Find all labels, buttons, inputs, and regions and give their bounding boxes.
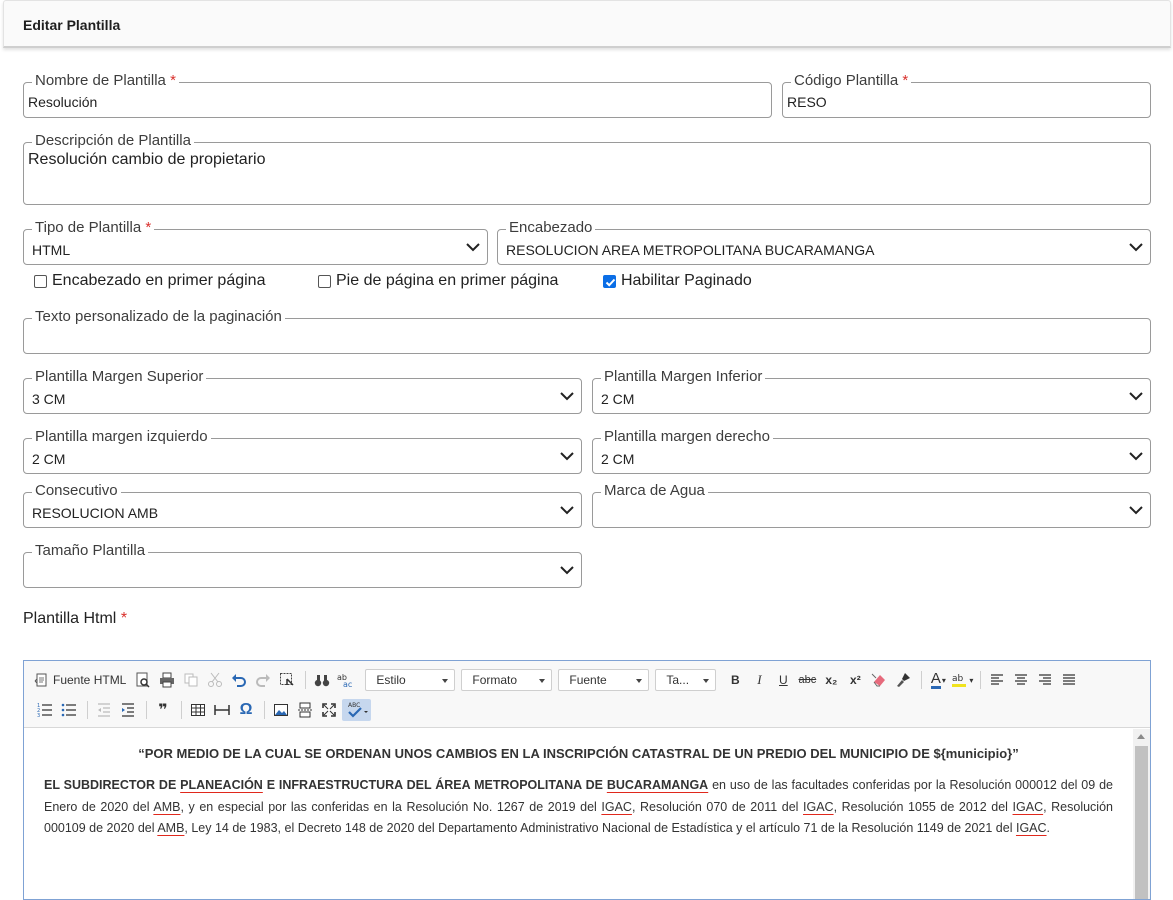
checkbox-unchecked[interactable]	[34, 275, 47, 288]
print-icon	[159, 672, 175, 688]
redo-button[interactable]	[252, 669, 274, 691]
image-icon	[273, 702, 289, 718]
dropdown-arrow-icon	[703, 679, 709, 683]
outdent-icon	[96, 702, 112, 718]
outdent-button[interactable]	[93, 699, 115, 721]
copy-format-button[interactable]	[892, 669, 914, 691]
chevron-down-icon	[559, 562, 575, 578]
undo-icon	[231, 672, 247, 688]
tipo-plantilla-value: HTML	[32, 242, 71, 258]
align-justify-icon	[1061, 672, 1077, 688]
dropdown-arrow-icon	[442, 679, 448, 683]
underline-button[interactable]: U	[779, 673, 788, 687]
scroll-up-icon[interactable]	[1137, 734, 1145, 739]
spellcheck-word: IGAC	[1015, 821, 1047, 835]
chevron-down-icon	[559, 388, 575, 404]
margen-izquierdo-select[interactable]	[23, 428, 582, 474]
indent-icon	[120, 702, 136, 718]
checkbox-unchecked[interactable]	[318, 275, 331, 288]
tipo-plantilla-select[interactable]	[23, 219, 488, 265]
numbered-list-button[interactable]	[34, 699, 56, 721]
table-icon	[190, 702, 206, 718]
chevron-down-icon	[1128, 502, 1144, 518]
toolbar-row-2	[34, 698, 373, 722]
blockquote-button[interactable]: ❞	[158, 702, 168, 719]
font-combo[interactable]: Fuente	[558, 669, 649, 691]
marca-agua-label: Marca de Agua	[601, 482, 708, 500]
nombre-plantilla-field[interactable]	[23, 72, 772, 118]
italic-button[interactable]: I	[757, 672, 762, 687]
page-break-button[interactable]	[294, 699, 316, 721]
editor-toolbar	[24, 661, 1150, 728]
size-combo[interactable]: Ta...	[655, 669, 716, 691]
source-code-icon	[34, 672, 50, 688]
preview-button[interactable]	[132, 669, 154, 691]
spellcheck-word: BUCARAMANGA	[606, 778, 709, 792]
scrollbar-thumb[interactable]	[1135, 746, 1148, 899]
toolbar-separator	[181, 701, 182, 719]
horizontal-rule-icon	[214, 702, 230, 718]
encabezado-label: Encabezado	[506, 219, 595, 237]
encabezado-select[interactable]	[497, 219, 1151, 265]
margen-derecho-label: Plantilla margen derecho	[601, 428, 773, 446]
align-left-button[interactable]	[986, 669, 1008, 691]
svg-text:3: 3	[37, 713, 41, 718]
replace-button[interactable]	[335, 669, 357, 691]
maximize-icon	[321, 702, 337, 718]
document-heading: “POR MEDIO DE LA CUAL SE ORDENAN UNOS CAMBIOS EN LA INSCRIPCIÓN CATASTRAL DE UN PREDIO DEL MUNICIPIO DE ${municipio}”	[138, 746, 1019, 761]
descripcion-value[interactable]: Resolución cambio de propietario	[28, 151, 266, 168]
html-editor[interactable]	[23, 660, 1151, 900]
chevron-down-icon	[1128, 448, 1144, 464]
select-all-button[interactable]	[276, 669, 298, 691]
maximize-button[interactable]	[318, 699, 340, 721]
toolbar-separator	[921, 671, 922, 689]
replace-icon	[337, 672, 355, 688]
margen-derecho-value: 2 CM	[601, 451, 635, 467]
spellcheck-word: AMB	[157, 821, 185, 835]
table-button[interactable]	[187, 699, 209, 721]
svg-text:1: 1	[37, 703, 41, 709]
margen-izquierdo-label: Plantilla margen izquierdo	[32, 428, 211, 446]
toolbar-separator	[146, 701, 147, 719]
pie-primera-checkbox[interactable]: Pie de página en primer página	[318, 272, 558, 290]
spellcheck-button[interactable]	[342, 699, 371, 721]
toolbar-separator	[305, 671, 306, 689]
spellcheck-word: IGAC	[803, 799, 834, 814]
margen-inferior-select[interactable]	[592, 368, 1151, 414]
bold-button[interactable]: B	[731, 673, 740, 687]
spellcheck-word: PLANEACIÓN	[180, 778, 263, 792]
toolbar-row-1	[34, 668, 1082, 692]
superscript-button[interactable]: x²	[850, 673, 861, 687]
margen-inferior-label: Plantilla Margen Inferior	[601, 368, 765, 386]
subscript-button[interactable]: x₂	[825, 673, 838, 687]
strike-button[interactable]: abc	[798, 674, 817, 686]
bulleted-list-icon	[61, 702, 77, 718]
checkbox-checked[interactable]	[603, 275, 616, 288]
chevron-down-icon	[1128, 239, 1144, 255]
chevron-down-icon	[1128, 388, 1144, 404]
codigo-plantilla-value[interactable]: RESO	[787, 94, 827, 110]
page-title: Editar Plantilla	[23, 17, 121, 33]
bg-color-button[interactable]	[951, 669, 973, 691]
descripcion-field[interactable]	[23, 132, 1151, 205]
numbered-list-icon	[37, 702, 53, 718]
consecutivo-select[interactable]	[23, 482, 582, 528]
tamano-plantilla-label: Tamaño Plantilla	[32, 542, 148, 560]
horizontal-rule-button[interactable]	[211, 699, 233, 721]
style-combo[interactable]: Estilo	[365, 669, 455, 691]
consecutivo-value: RESOLUCION AMB	[32, 505, 159, 521]
nombre-plantilla-label: Nombre de Plantilla *	[32, 72, 179, 90]
codigo-plantilla-label: Código Plantilla *	[791, 72, 911, 90]
page-break-icon	[297, 702, 313, 718]
text-color-button[interactable]: A ▾	[930, 669, 946, 687]
consecutivo-label: Consecutivo	[32, 482, 121, 500]
highlight-icon	[951, 672, 969, 688]
margen-inferior-value: 2 CM	[601, 391, 635, 407]
dropdown-arrow-icon: ▾	[969, 675, 974, 685]
toolbar-separator	[980, 671, 981, 689]
document-paragraph: EL SUBDIRECTOR DE PLANEACIÓN E INFRAESTRUCTURA DEL ÁREA METROPOLITANA DE BUCARAMANGA en uso de las facultades conferidas por la Resolución 000012 del 09 de Enero de 2020 del AMB, y en especial por las conferidas en la Resolución No. 1267 de 2019 del IGAC, Resolución 070 de 2011 del IGAC, Resolución 1055 de 2012 del IGAC, Resolución 000109 de 2020 del AMB, Ley 14 de 1983, el Decreto 148 de 2020 del Departamento Administrativo Nacional de Estadística y el artículo 71 de la Resolución 1149 de 2021 del IGAC.	[44, 778, 1113, 835]
tamano-plantilla-select[interactable]	[23, 542, 582, 588]
spellcheck-word: IGAC	[601, 799, 632, 814]
svg-text:ab: ab	[337, 673, 348, 682]
redo-icon	[255, 672, 271, 688]
indent-button[interactable]	[117, 699, 139, 721]
nombre-plantilla-value[interactable]: Resolución	[28, 94, 98, 110]
descripcion-label: Descripción de Plantilla	[32, 132, 194, 150]
texto-paginacion-label: Texto personalizado de la paginación	[32, 308, 285, 326]
align-center-icon	[1013, 672, 1029, 688]
select-all-icon	[279, 672, 295, 688]
scissors-icon	[207, 672, 223, 688]
justify-button[interactable]	[1058, 669, 1080, 691]
toolbar-separator	[264, 701, 265, 719]
dropdown-arrow-icon	[636, 679, 642, 683]
margen-izquierdo-value: 2 CM	[32, 451, 66, 467]
encabezado-primera-checkbox[interactable]: Encabezado en primer página	[34, 272, 265, 290]
margen-superior-select[interactable]	[23, 368, 582, 414]
margen-derecho-select[interactable]	[592, 428, 1151, 474]
check-icon	[604, 276, 617, 289]
eraser-icon	[871, 672, 887, 688]
plantilla-html-label: Plantilla Html *	[23, 610, 128, 627]
habilitar-paginado-checkbox[interactable]: Habilitar Paginado	[603, 272, 752, 290]
marca-agua-select[interactable]	[592, 482, 1151, 528]
svg-text:2: 2	[37, 708, 41, 714]
editor-content[interactable]	[24, 729, 1133, 899]
encabezado-value: RESOLUCION AREA METROPOLITANA BUCARAMANGA	[506, 242, 875, 258]
card-header	[3, 0, 1171, 48]
bulleted-list-button[interactable]	[58, 699, 80, 721]
margen-superior-value: 3 CM	[32, 391, 66, 407]
copy-button[interactable]	[180, 669, 202, 691]
margen-superior-label: Plantilla Margen Superior	[32, 368, 206, 386]
chevron-down-icon	[559, 448, 575, 464]
special-char-button[interactable]: Ω	[239, 701, 253, 718]
spellcheck-word: IGAC	[1012, 799, 1044, 814]
tipo-plantilla-label: Tipo de Plantilla *	[32, 219, 154, 237]
dropdown-arrow-icon: ▾	[941, 675, 946, 685]
toolbar-separator	[87, 701, 88, 719]
dropdown-arrow-icon	[539, 679, 545, 683]
paintbrush-icon	[895, 672, 911, 688]
cut-button[interactable]	[204, 669, 226, 691]
align-left-icon	[989, 672, 1005, 688]
align-right-button[interactable]	[1034, 669, 1056, 691]
format-combo[interactable]: Formato	[461, 669, 552, 691]
codigo-plantilla-field[interactable]	[782, 72, 1151, 118]
remove-format-button[interactable]	[868, 669, 890, 691]
svg-text:ABC: ABC	[347, 702, 360, 709]
chevron-down-icon	[465, 239, 481, 255]
image-button[interactable]	[270, 699, 292, 721]
editor-scrollbar[interactable]	[1133, 729, 1150, 899]
undo-button[interactable]	[228, 669, 250, 691]
print-button[interactable]	[156, 669, 178, 691]
align-right-icon	[1037, 672, 1053, 688]
binoculars-icon	[314, 672, 330, 688]
svg-text:ac: ac	[343, 680, 353, 688]
texto-paginacion-field[interactable]	[23, 308, 1151, 354]
chevron-down-icon	[559, 502, 575, 518]
preview-icon	[135, 672, 151, 688]
align-center-button[interactable]	[1010, 669, 1032, 691]
spellcheck-word: AMB	[153, 799, 181, 814]
copy-icon	[183, 672, 199, 688]
source-button[interactable]: Fuente HTML	[34, 669, 130, 691]
spellcheck-icon	[345, 701, 369, 719]
svg-text:ab: ab	[952, 674, 964, 684]
find-button[interactable]	[311, 669, 333, 691]
